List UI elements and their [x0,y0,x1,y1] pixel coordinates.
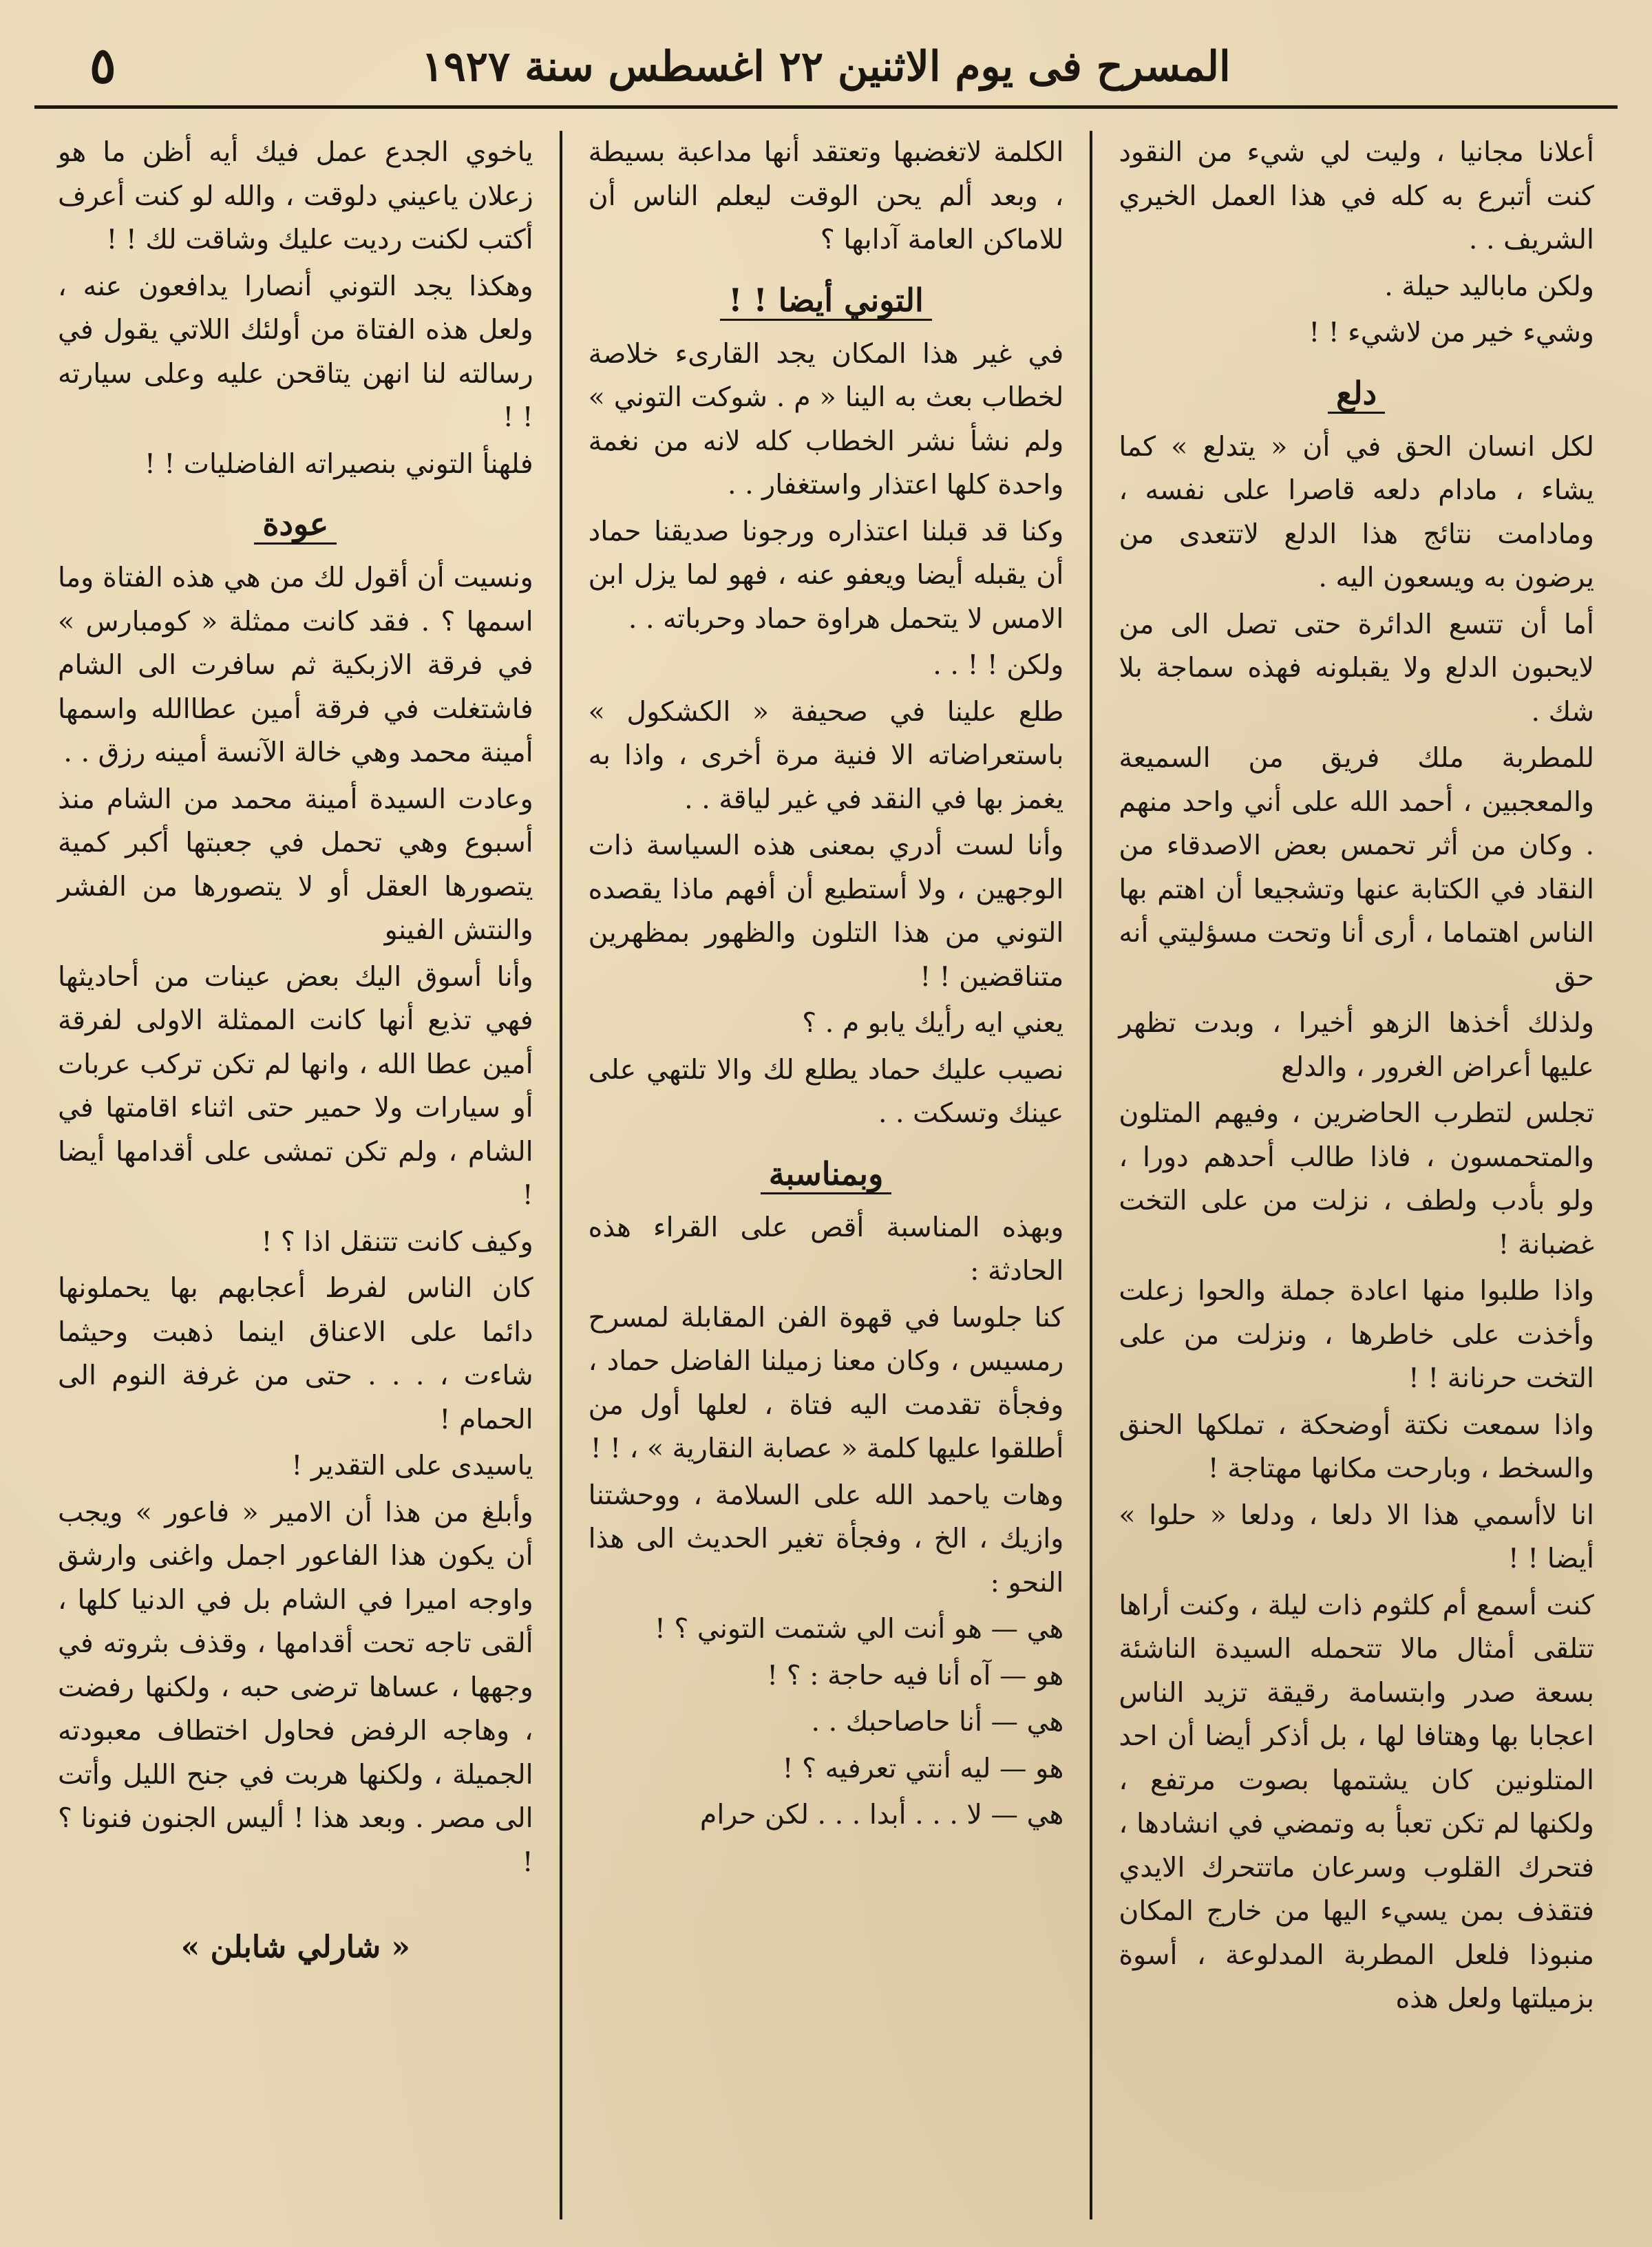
paragraph: وأنا أسوق اليك بعض عينات من أحاديثها فهي تذيع أنها كانت الممثلة الاولى لفرقة أمين عطا الله ، وانها لم تكن تركب عربات أو سيارات ولا حمير حتى اثناء اقامتها في الشام ، ولم تكن تمشى على أقدامها أيضا ! [57,960,533,1211]
author-signature: « شارلي شابلن » [180,1930,410,1965]
paragraph: وهات ياحمد الله على السلامة ، ووحشتنا وازيك ، الخ ، وفجأة تغير الحديث الى هذا النحو : [588,1479,1064,1599]
paragraph: وعادت السيدة أمينة محمد من الشام منذ أسبوع وهي تحمل في جعبتها أكبر كمية يتصورها العقل أو لا يتصورها من الفشر والنتش الفينو [57,783,533,946]
column-divider [1090,131,1092,2219]
paragraph: وبهذه المناسبة أقص على القراء هذه الحادثة : [588,1211,1064,1287]
paragraph: للمطربة ملك فريق من السميعة والمعجبين ، أحمد الله على أني واحد منهم . وكان من أثر تحمس بعض الاصدقاء من النقاد في الكتابة عنها وتشجيعا أن اهتم بها الناس اهتماما ، أرى أنا وتحت مسؤليتي أنه حق [1119,742,1594,993]
paragraph: الكلمة لاتغضبها وتعتقد أنها مداعبة بسيطة ، وبعد ألم يحن الوقت ليعلم الناس أن للاماكن العامة آدابها ؟ [588,136,1064,255]
paragraph: وكيف كانت تتنقل اذا ؟ ! [261,1225,533,1258]
heading-text: التوني أيضا ! ! [720,282,932,321]
paragraph: نصيب عليك حماد يطلع لك والا تلتهي على عينك وتسكت . . [588,1053,1064,1129]
paragraph: واذا سمعت نكتة أوضحكة ، تملكها الحنق والسخط ، وبارحت مكانها مهتاجة ! [1119,1409,1594,1484]
paragraph: وشيء خير من لاشيء ! ! [1309,317,1594,348]
paragraph: فلهنأ التوني بنصيراته الفاضليات ! ! [144,447,533,480]
page-number: ٥ [89,36,116,94]
section-heading-dala [1119,366,1594,420]
column-middle [565,131,1088,2219]
paragraph: تجلس لتطرب الحاضرين ، وفيهم المتلون والمتحمسون ، فاذا طالب أحدهم دورا ، ولو بأدب ولطف ، نزلت من على التخت غضبانة ! [1119,1097,1594,1260]
column-right [1095,131,1618,2219]
dialogue-line: هو — ليه أنتي تعرفيه ؟ ! [782,1752,1064,1784]
paragraph: واذا طلبوا منها اعادة جملة والحوا زعلت وأخذت على خاطرها ، ونزلت من على التخت حرنانة ! ! [1119,1275,1594,1394]
paragraph: كنا جلوسا في قهوة الفن المقابلة لمسرح رمسيس ، وكان معنا زميلنا الفاضل حماد ، وفجأة تقدمت اليه فتاة ، لعلها أول من أطلقوا عليها كلمة « عصابة النقارية » ، ! ! [588,1301,1064,1464]
paragraph: وأنا لست أدري بمعنى هذه السياسة ذات الوجهين ، ولا أستطيع أن أفهم ماذا يقصده التوني من هذا التلون والظهور بمظهرين متناقضين ! ! [588,830,1064,993]
paragraph: ونسيت أن أقول لك من هي هذه الفتاة وما اسمها ؟ . فقد كانت ممثلة « كومبارس » في فرقة الازبكية ثم سافرت الى الشام فاشتغلت في فرقة أمين عطاالله واسمها أمينة محمد وهي خالة الآنسة أمينه رزق . . [57,562,533,768]
paragraph: وأبلغ من هذا أن الامير « فاعور » ويجب أن يكون هذا الفاعور اجمل واغنى وارشق واوجه اميرا في الشام بل في الدنيا كلها ، ألقى تاجه تحت أقدامها ، وقذف بثروته في وجهها ، عساها ترضى حبه ، ولكنها رفضت ، وهاجه الرفض فحاول اختطاف معبودته الجميلة ، ولكنها هربت في جنح الليل وأتت الى مصر . وبعد هذا ! أليس الجنون فنونا ؟ ! [57,1496,533,1878]
paragraph: في غير هذا المكان يجد القارىء خلاصة لخطاب بعث به الينا « م . شوكت التوني » ولم نشأ نشر الخطاب كله لانه من نغمة واحدة كلها اعتذار واستغفار . . [588,337,1064,500]
dialogue-line: هي — هو أنت الي شتمت التوني ؟ ! [654,1613,1064,1645]
article-columns [34,131,1618,2219]
dialogue-line: هي — لا . . . أبدا . . . لكن حرام [699,1799,1064,1831]
paragraph: يعني ايه رأيك يابو م . ؟ [802,1007,1064,1039]
paragraph: كنت أسمع أم كلثوم ذات ليلة ، وكنت أراها تتلقى أمثال مالا تتحمله السيدة الناشئة بسعة صدر وابتسامة رقيقة تزيد الناس اعجابا بها وهتافا لها ، بل أذكر أيضا أن احد المتلونين كان يشتمها بصوت مرتفع ، ولكنها لم تكن تعبأ به وتمضي في انشادها ، فتحرك القلوب وسرعان ماتتحرك الايدي فتقذف بمن يسيء اليها من خارج المكان منبوذا فلعل المطربة المدلوعة ، أسوة بزميلتها ولعل هذه [1119,1589,1594,2014]
dialogue-line: هي — أنا حاصاحبك . . [811,1706,1064,1738]
paragraph: طلع علينا في صحيفة « الكشكول » باستعراضاته الا فنية مرة أخرى ، واذا به يغمز بها في النقد في غير لياقة . . [588,695,1064,815]
section-heading-tawni [589,273,1064,327]
paragraph: ياخوي الجدع عمل فيك أيه أظن ما هو زعلان ياعيني دلوقت ، والله لو كنت أعرف أكتب لكنت رديت عليك وشاقت لك ! ! [57,136,533,255]
paragraph: ولكن ! ! . . [933,649,1064,681]
paragraph: وهكذا يجد التوني أنصارا يدافعون عنه ، ولعل هذه الفتاة من أولئك اللاتي يقول في رسالته لنا انهن يتاقحن عليه وعلى سيارته ! ! [57,270,533,433]
paragraph: انا لاأسمي هذا الا دلعا ، ودلعا « حلوا » أيضا ! ! [1119,1499,1594,1574]
section-heading-awda [58,497,533,551]
heading-text: عودة [254,505,337,545]
paragraph: أعلانا مجانيا ، وليت لي شيء من النقود كنت أتبرع به كله في هذا العمل الخيري الشريف . . [1119,136,1594,255]
paragraph: ولذلك أخذها الزهو أخيرا ، وبدت تظهر عليها أعراض الغرور ، والدلع [1119,1007,1594,1083]
paragraph: لكل انسان الحق في أن « يتدلع » كما يشاء ، مادام دلعه قاصرا على نفسه ، ومادامت نتائج هذا الدلع لاتتعدى من يرضون به ويسعون اليه . [1119,430,1594,593]
paragraph: ياسيدى على التقدير ! [291,1450,533,1481]
paragraph: كان الناس لفرط أعجابهم بها يحملونها دائما على الاعناق اينما ذهبت وحيثما شاءت ، . . . حتى من غرفة النوم الى الحمام ! [57,1272,533,1435]
masthead-title: المسرح فى يوم الاثنين ٢٢ اغسطس سنة ١٩٢٧ [421,42,1231,91]
masthead [34,28,1618,109]
dialogue-line: هو — آه أنا فيه حاجة : ؟ ! [767,1659,1064,1691]
paragraph: أما أن تتسع الدائرة حتى تصل الى من لايحبون الدلع ولا يقبلونه فهذه سماجة بلا شك . [1119,608,1594,728]
paragraph: وكنا قد قبلنا اعتذاره ورجونا صديقنا حماد أن يقبله أيضا ويعفو عنه ، فهو لما يزل ابن الامس لا يتحمل هراوة حماد وحرباته . . [588,515,1064,635]
heading-text: دلع [1328,374,1385,414]
heading-text: وبمناسبة [761,1155,892,1194]
column-divider [560,131,562,2219]
column-left [34,131,557,2219]
section-heading-munasaba [589,1147,1064,1201]
paragraph: ولكن ماباليد حيلة . [1384,270,1594,302]
